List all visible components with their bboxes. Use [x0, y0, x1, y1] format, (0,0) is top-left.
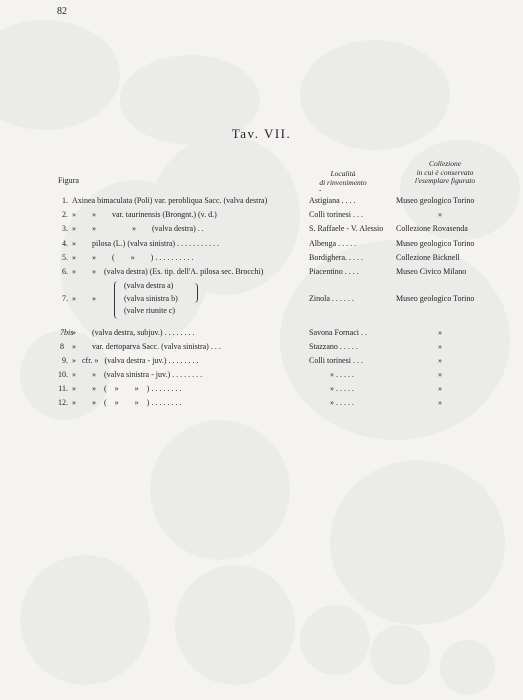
header-localita — [300, 170, 386, 187]
row-number: 5. — [62, 253, 68, 262]
row-number: 7. — [62, 294, 68, 303]
row-collection: » — [438, 210, 442, 219]
row-collection: Museo geologico Torino — [396, 294, 475, 303]
table-row — [0, 355, 523, 367]
row-number: 7bis — [60, 328, 74, 337]
row-description: » cfr. » (valva destra - juv.) . . . . . . . . — [72, 356, 199, 365]
row-number: 9. — [62, 356, 68, 365]
background-shell-impression — [20, 555, 150, 685]
row-collection: » — [438, 342, 442, 351]
table-row — [0, 223, 523, 235]
row-locality: Colli torinesi . . . — [309, 356, 363, 365]
header-localita-line1: Località — [330, 169, 356, 178]
row-collection: Museo geologico Torino — [396, 239, 475, 248]
header-collezione-line3: l'esemplare figurato — [414, 176, 476, 185]
row7-sub-entry: (valve riunite c) — [124, 306, 176, 315]
table-row — [0, 266, 523, 278]
row-locality: Colli torinesi . . . — [309, 210, 363, 219]
row-description: » (valva destra, subjuv.) . . . . . . . . — [72, 328, 195, 337]
row-collection: » — [438, 384, 442, 393]
header-collezione-line1: Collezione — [428, 159, 462, 168]
row-collection: Museo geologico Torino — [396, 196, 475, 205]
row-locality: » . . . . . — [330, 398, 354, 407]
row-number: 1. — [62, 196, 68, 205]
row-collection: » — [438, 328, 442, 337]
header-figura: Figura — [58, 176, 79, 185]
row-locality: Piacentino . . . . — [309, 267, 359, 276]
row-locality: Astigiana . . . . — [309, 196, 356, 205]
row-collection: Museo Civico Milano — [396, 267, 467, 276]
table-row — [0, 369, 523, 381]
header-localita-line2: di rinvenimento — [319, 177, 367, 187]
table-row — [0, 209, 523, 221]
row-description: » » — [72, 294, 96, 303]
row-locality: Savona Fornaci . . — [309, 328, 367, 337]
row7-sub-entry: (valva sinistra b) — [124, 293, 178, 303]
plate-title: Tav. VII. — [231, 126, 292, 141]
row-locality: » . . . . . — [330, 370, 354, 379]
row-number: 11. — [58, 384, 68, 393]
row-number: 8 — [60, 342, 64, 351]
row-locality: S. Raffaele - V. Alessio — [309, 224, 384, 233]
row7-sub-entries — [118, 280, 178, 318]
row7-sub-entry: (valva destra a) — [124, 281, 174, 290]
row-locality: Albenga . . . . . — [309, 239, 357, 248]
right-brace — [193, 283, 198, 303]
row-collection: » — [438, 356, 442, 365]
dash-mark: - — [319, 186, 322, 194]
row-number: 12. — [58, 398, 68, 407]
row-number: 10. — [58, 370, 68, 379]
table-row — [0, 238, 523, 250]
background-shell-impression — [440, 640, 495, 695]
row-description: Axinea bimaculata (Poli) var. perobliqua Sacc. (valva destra) — [72, 196, 268, 205]
table-row — [0, 383, 523, 395]
row-locality: Zinola . . . . . . — [309, 294, 354, 303]
row-locality: Stazzano . . . . . — [309, 342, 358, 351]
row-number: 4. — [62, 239, 68, 248]
row-number: 3. — [62, 224, 68, 233]
background-shell-impression — [150, 420, 290, 560]
row-description: » » (valva destra) (Es. tip. dell'A. pilosa sec. Brocchi) — [72, 267, 264, 276]
row-description: » » ( » » ) . . . . . . . . — [72, 384, 182, 393]
row-number: 6. — [62, 267, 68, 276]
table-row — [0, 341, 523, 353]
row-collection: Collezione Bicknell — [396, 253, 460, 262]
row-collection: » — [438, 398, 442, 407]
row-description: » » var. taurinensis (Brongnt.) (v. d.) — [72, 210, 217, 219]
row-description: » » » (valva destra) . . — [72, 224, 204, 233]
background-shell-impression — [370, 625, 430, 685]
row-description: » » (valva sinistra - juv.) . . . . . . . . — [72, 370, 203, 379]
table-row — [0, 293, 523, 305]
row-description: » » ( » ) . . . . . . . . . . — [72, 253, 194, 262]
background-shell-impression — [175, 565, 295, 685]
table-row — [0, 195, 523, 207]
header-collezione-line2: in cui è conservato — [416, 167, 474, 177]
background-shell-impression — [300, 605, 370, 675]
table-row — [0, 327, 523, 339]
row-collection: » — [438, 370, 442, 379]
row-description: » var. dertoparva Sacc. (valva sinistra) . . . — [72, 342, 221, 351]
row-locality: Bordighera. . . . . — [309, 253, 363, 262]
table-row — [0, 397, 523, 409]
row-locality: » . . . . . — [330, 384, 354, 393]
background-shell-impression — [0, 20, 120, 130]
row-description: » » ( » » ) . . . . . . . . — [72, 398, 182, 407]
background-shell-impression — [330, 460, 505, 625]
page-number: 82 — [57, 6, 67, 17]
row-collection: Collezione Rovasenda — [396, 224, 468, 233]
table-row — [0, 252, 523, 264]
header-collezione — [390, 160, 500, 186]
row-number: 2. — [62, 210, 68, 219]
row-description: » pilosa (L.) (valva sinistra) . . . . . . . . . . . — [72, 239, 220, 248]
